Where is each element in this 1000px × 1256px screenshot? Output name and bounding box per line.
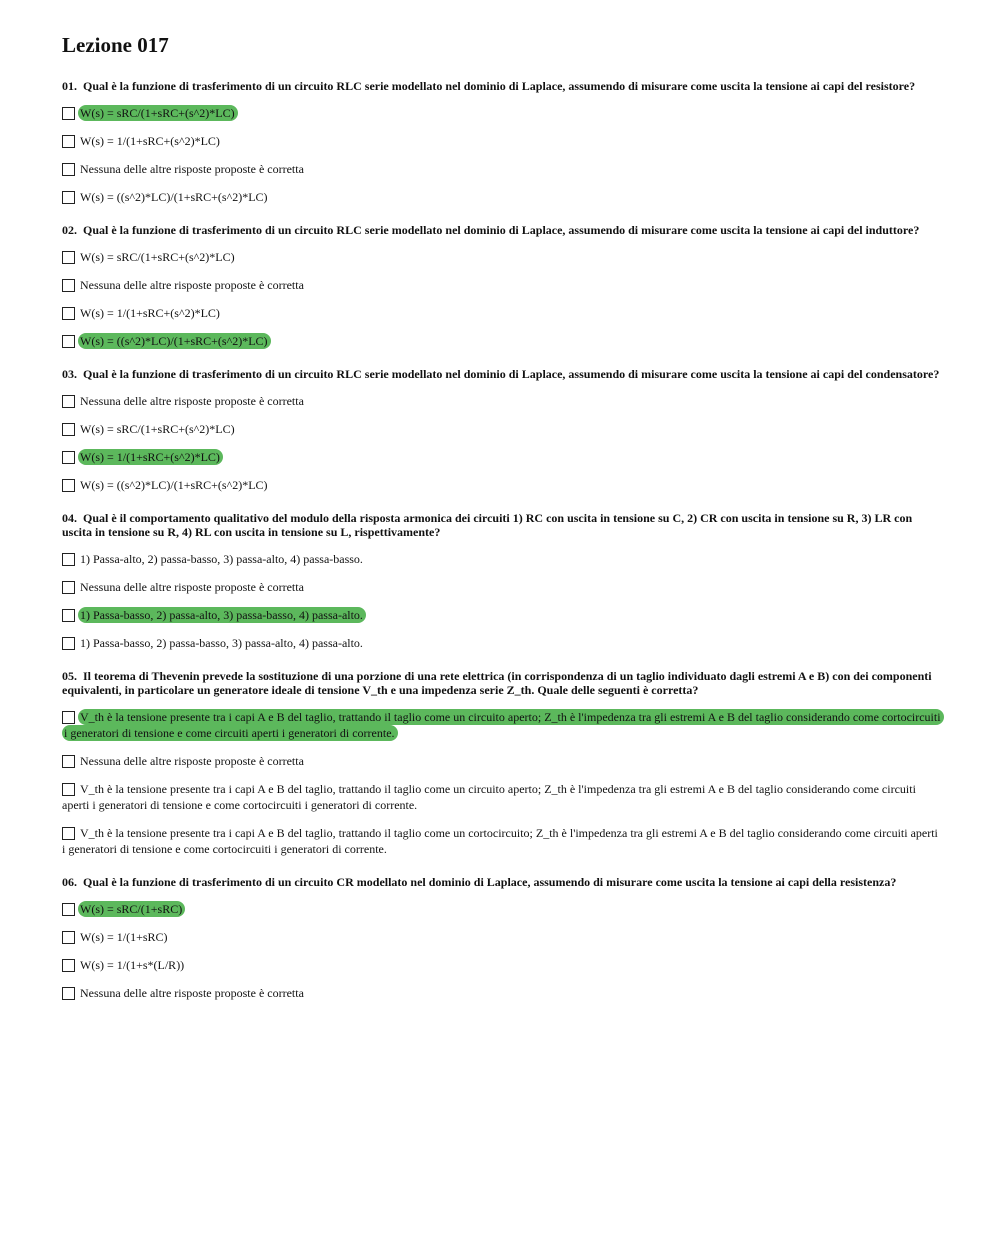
option-label: Nessuna delle altre risposte proposte è corretta	[80, 278, 304, 292]
checkbox-icon[interactable]	[62, 959, 75, 972]
option-label: W(s) = 1/(1+sRC+(s^2)*LC)	[80, 306, 220, 320]
question-text	[62, 367, 942, 381]
option-label: V_th è la tensione presente tra i capi A e B del taglio, trattando il taglio come un circuito aperto; Z_th è l'impedenza tra gli estremi A e B del taglio considerando come cortocircuiti i generatori di tensione e come circuiti aperti i generatori di corrente.	[62, 709, 944, 741]
question-05	[62, 669, 942, 857]
option-label: 1) Passa-basso, 2) passa-alto, 3) passa-basso, 4) passa-alto.	[78, 607, 366, 623]
answer-option[interactable]	[62, 753, 942, 769]
answer-option[interactable]	[62, 929, 942, 945]
question-text	[62, 79, 942, 93]
question-text	[62, 669, 942, 697]
document-page	[62, 32, 942, 1013]
answer-option[interactable]	[62, 421, 942, 437]
question-text	[62, 223, 942, 237]
question-number: 03.	[62, 367, 77, 381]
checkbox-icon[interactable]	[62, 637, 75, 650]
checkbox-icon[interactable]	[62, 163, 75, 176]
option-label: 1) Passa-alto, 2) passa-basso, 3) passa-alto, 4) passa-basso.	[80, 552, 363, 566]
checkbox-icon[interactable]	[62, 279, 75, 292]
checkbox-icon[interactable]	[62, 711, 75, 724]
question-body: Qual è la funzione di trasferimento di un circuito RLC serie modellato nel dominio di Laplace, assumendo di misurare come uscita la tensione ai capi del resistore?	[83, 79, 916, 93]
option-label: W(s) = 1/(1+sRC+(s^2)*LC)	[80, 134, 220, 148]
answer-option[interactable]	[62, 477, 942, 493]
checkbox-icon[interactable]	[62, 553, 75, 566]
checkbox-icon[interactable]	[62, 451, 75, 464]
checkbox-icon[interactable]	[62, 903, 75, 916]
question-body: Qual è la funzione di trasferimento di un circuito CR modellato nel dominio di Laplace, assumendo di misurare come uscita la tensione ai capi della resistenza?	[83, 875, 897, 889]
checkbox-icon[interactable]	[62, 107, 75, 120]
answer-option[interactable]	[62, 277, 942, 293]
question-03	[62, 367, 942, 493]
option-label: Nessuna delle altre risposte proposte è corretta	[80, 580, 304, 594]
checkbox-icon[interactable]	[62, 827, 75, 840]
option-label: W(s) = sRC/(1+sRC+(s^2)*LC)	[78, 105, 238, 121]
answer-option[interactable]	[62, 105, 942, 121]
answer-option[interactable]	[62, 551, 942, 567]
checkbox-icon[interactable]	[62, 755, 75, 768]
option-label: V_th è la tensione presente tra i capi A e B del taglio, trattando il taglio come un circuito aperto; Z_th è l'impedenza tra gli estremi A e B del taglio considerando come circuiti aperti i generatori di tensione e come cortocircuiti i generatori di corrente.	[62, 782, 916, 812]
option-label: W(s) = 1/(1+sRC+(s^2)*LC)	[78, 449, 223, 465]
answer-option[interactable]	[62, 985, 942, 1001]
option-label: W(s) = sRC/(1+sRC+(s^2)*LC)	[80, 250, 235, 264]
answer-option[interactable]	[62, 449, 942, 465]
question-06	[62, 875, 942, 1001]
answer-option[interactable]	[62, 825, 942, 857]
checkbox-icon[interactable]	[62, 581, 75, 594]
checkbox-icon[interactable]	[62, 335, 75, 348]
option-label: W(s) = 1/(1+s*(L/R))	[80, 958, 185, 972]
checkbox-icon[interactable]	[62, 931, 75, 944]
question-01	[62, 79, 942, 205]
question-04	[62, 511, 942, 651]
answer-option[interactable]	[62, 901, 942, 917]
checkbox-icon[interactable]	[62, 135, 75, 148]
checkbox-icon[interactable]	[62, 479, 75, 492]
checkbox-icon[interactable]	[62, 423, 75, 436]
option-label: Nessuna delle altre risposte proposte è corretta	[80, 394, 304, 408]
option-label: Nessuna delle altre risposte proposte è corretta	[80, 162, 304, 176]
checkbox-icon[interactable]	[62, 395, 75, 408]
option-label: 1) Passa-basso, 2) passa-basso, 3) passa-alto, 4) passa-alto.	[80, 636, 363, 650]
answer-option[interactable]	[62, 133, 942, 149]
question-body: Qual è il comportamento qualitativo del modulo della risposta armonica dei circuiti 1) RC con uscita in tensione su C, 2) CR con uscita in tensione su R, 3) LR con uscita in tensione su R, 4) RL con uscita in tensione su L, rispettivamente?	[62, 511, 913, 539]
answer-option[interactable]	[62, 635, 942, 651]
checkbox-icon[interactable]	[62, 307, 75, 320]
answer-option[interactable]	[62, 607, 942, 623]
question-number: 04.	[62, 511, 77, 525]
checkbox-icon[interactable]	[62, 191, 75, 204]
question-text	[62, 511, 942, 539]
option-label: W(s) = sRC/(1+sRC)	[78, 901, 185, 917]
question-body: Qual è la funzione di trasferimento di un circuito RLC serie modellato nel dominio di Laplace, assumendo di misurare come uscita la tensione ai capi del condensatore?	[83, 367, 940, 381]
answer-option[interactable]	[62, 161, 942, 177]
answer-option[interactable]	[62, 957, 942, 973]
answer-option[interactable]	[62, 709, 942, 741]
question-body: Qual è la funzione di trasferimento di un circuito RLC serie modellato nel dominio di Laplace, assumendo di misurare come uscita la tensione ai capi del induttore?	[83, 223, 920, 237]
question-number: 02.	[62, 223, 77, 237]
checkbox-icon[interactable]	[62, 987, 75, 1000]
checkbox-icon[interactable]	[62, 609, 75, 622]
question-number: 06.	[62, 875, 77, 889]
question-number: 01.	[62, 79, 77, 93]
answer-option[interactable]	[62, 249, 942, 265]
answer-option[interactable]	[62, 333, 942, 349]
question-number: 05.	[62, 669, 77, 683]
page-title: Lezione 017	[62, 33, 169, 57]
option-label: W(s) = ((s^2)*LC)/(1+sRC+(s^2)*LC)	[78, 333, 271, 349]
question-body: Il teorema di Thevenin prevede la sostituzione di una porzione di una rete elettrica (in corrispondenza di un taglio individuato dagli estremi A e B) con dei componenti equivalenti, in particolare un generatore ideale di tensione V_th e una impedenza serie Z_th. Quale delle seguenti è corretta?	[62, 669, 932, 697]
answer-option[interactable]	[62, 781, 942, 813]
question-02	[62, 223, 942, 349]
option-label: V_th è la tensione presente tra i capi A e B del taglio, trattando il taglio come un cortocircuito; Z_th è l'impedenza tra gli estremi A e B del taglio considerando come circuiti aperti i generatori di tensione e come cortocircuiti i generatori di corrente.	[62, 826, 938, 856]
checkbox-icon[interactable]	[62, 783, 75, 796]
option-label: W(s) = ((s^2)*LC)/(1+sRC+(s^2)*LC)	[80, 478, 268, 492]
answer-option[interactable]	[62, 305, 942, 321]
answer-option[interactable]	[62, 579, 942, 595]
option-label: W(s) = sRC/(1+sRC+(s^2)*LC)	[80, 422, 235, 436]
checkbox-icon[interactable]	[62, 251, 75, 264]
question-text	[62, 875, 942, 889]
option-label: W(s) = 1/(1+sRC)	[80, 930, 168, 944]
option-label: W(s) = ((s^2)*LC)/(1+sRC+(s^2)*LC)	[80, 190, 268, 204]
option-label: Nessuna delle altre risposte proposte è corretta	[80, 986, 304, 1000]
option-label: Nessuna delle altre risposte proposte è corretta	[80, 754, 304, 768]
answer-option[interactable]	[62, 189, 942, 205]
answer-option[interactable]	[62, 393, 942, 409]
